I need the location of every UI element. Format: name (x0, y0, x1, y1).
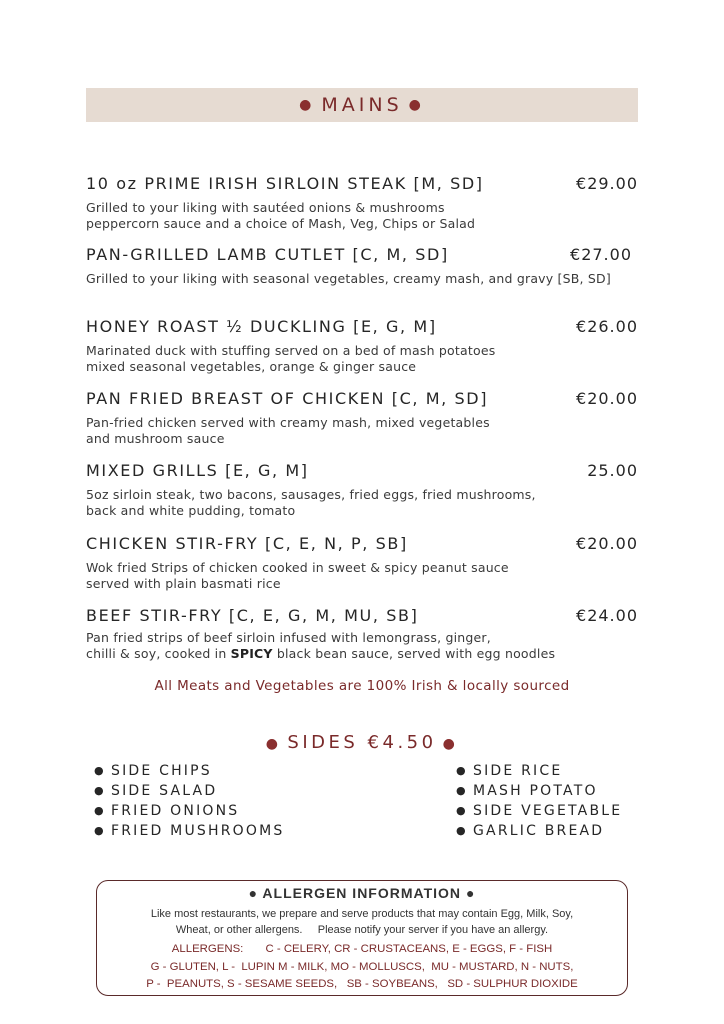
bullet-icon: ● (94, 824, 106, 837)
desc-text: chilli & soy, cooked in (86, 646, 231, 661)
bullet-dot-icon: ● (299, 97, 316, 113)
notice-line: Wheat, or other allergens. Please notify your server if you have an allergy. (175, 924, 549, 936)
item-desc-line: 5oz sirloin steak, two bacons, sausages, fried eggs, fried mushrooms, (86, 487, 536, 502)
bullet-icon: ● (456, 824, 468, 837)
list-item (94, 801, 284, 821)
side-label: FRIED ONIONS (111, 803, 240, 819)
item-desc-line: Marinated duck with stuffing served on a bed of mash potatoes (86, 343, 496, 358)
side-label: SIDE RICE (473, 763, 563, 779)
item-title: MIXED GRILLS [E, G, M] (86, 461, 309, 480)
item-desc-line: peppercorn sauce and a choice of Mash, Veg, Chips or Salad (86, 216, 476, 231)
list-item (456, 801, 622, 821)
item-description (86, 343, 638, 375)
item-title: CHICKEN STIR-FRY [C, E, N, P, SB] (86, 534, 408, 553)
sides-list-right (456, 761, 622, 841)
side-label: SIDE VEGETABLE (473, 803, 623, 819)
item-price: €20.00 (576, 534, 638, 553)
item-price: €26.00 (576, 317, 638, 336)
item-price: 25.00 (587, 461, 638, 480)
sides-title: SIDES €4.50 (287, 732, 437, 753)
item-desc-line: Grilled to your liking with sautéed onions & mushrooms (86, 200, 445, 215)
list-item (94, 781, 284, 801)
item-desc-line: and mushroom sauce (86, 431, 225, 446)
item-desc-line: mixed seasonal vegetables, orange & ginger sauce (86, 359, 417, 374)
list-item (94, 821, 284, 841)
item-title: 10 oz PRIME IRISH SIRLOIN STEAK [M, SD] (86, 174, 484, 193)
item-price: €27.00 (570, 245, 632, 264)
bullet-dot-icon: ● (442, 736, 459, 752)
item-title: PAN FRIED BREAST OF CHICKEN [C, M, SD] (86, 389, 489, 408)
side-label: GARLIC BREAD (473, 823, 605, 839)
list-item (456, 781, 622, 801)
bullet-dot-icon: ● (265, 736, 282, 752)
item-desc-line: Grilled to your liking with seasonal vegetables, creamy mash, and gravy [SB, SD] (86, 271, 611, 286)
mains-title: MAINS (321, 94, 403, 116)
allergen-codes (97, 941, 627, 994)
bullet-dot-icon: ● (408, 97, 425, 113)
bullet-dot-icon: ● (465, 885, 476, 901)
item-description (86, 271, 638, 287)
item-desc-line: back and white pudding, tomato (86, 503, 296, 518)
item-price: €24.00 (576, 606, 638, 625)
item-title: PAN-GRILLED LAMB CUTLET [C, M, SD] (86, 245, 449, 264)
mains-banner (86, 88, 638, 122)
allergen-heading (97, 885, 627, 901)
bullet-icon: ● (456, 764, 468, 777)
item-price: €20.00 (576, 389, 638, 408)
item-desc-line: Pan-fried chicken served with creamy mash, mixed vegetables (86, 415, 490, 430)
desc-text: black bean sauce, served with egg noodles (272, 646, 556, 661)
list-item (94, 761, 284, 781)
side-label: MASH POTATO (473, 783, 598, 799)
allergen-line: G - GLUTEN, L - LUPIN M - MILK, MO - MOLLUSCS, MU - MUSTARD, N - NUTS, (150, 960, 574, 973)
notice-line: Like most restaurants, we prepare and serve products that may contain Egg, Milk, Soy, (150, 908, 574, 920)
item-description (86, 487, 638, 519)
list-item (456, 821, 622, 841)
sides-heading (0, 732, 724, 753)
side-label: FRIED MUSHROOMS (111, 823, 285, 839)
allergen-line: ALLERGENS: C - CELERY, CR - CRUSTACEANS, E - EGGS, F - FISH (171, 943, 553, 955)
item-description (86, 630, 638, 662)
bullet-dot-icon: ● (248, 885, 259, 901)
item-desc-line: served with plain basmati rice (86, 576, 281, 591)
item-title: BEEF STIR-FRY [C, E, G, M, MU, SB] (86, 606, 419, 625)
bullet-icon: ● (94, 764, 106, 777)
item-description (86, 200, 638, 232)
allergen-title: ALLERGEN INFORMATION (262, 885, 462, 901)
bullet-icon: ● (456, 804, 468, 817)
bullet-icon: ● (456, 784, 468, 797)
item-title: HONEY ROAST ½ DUCKLING [E, G, M] (86, 317, 437, 336)
allergen-line: P - PEANUTS, S - SESAME SEEDS, SB - SOYBEANS, SD - SULPHUR DIOXIDE (146, 978, 578, 990)
item-desc-line: Pan fried strips of beef sirloin infused with lemongrass, ginger, (86, 630, 491, 645)
sides-list-left (94, 761, 284, 841)
list-item (456, 761, 622, 781)
allergen-notice (97, 906, 627, 938)
item-price: €29.00 (576, 174, 638, 193)
item-desc-line (86, 646, 638, 662)
allergen-info-box (96, 880, 628, 996)
item-description (86, 560, 638, 592)
bullet-icon: ● (94, 804, 106, 817)
side-label: SIDE SALAD (111, 783, 218, 799)
item-desc-line: Wok fried Strips of chicken cooked in sweet & spicy peanut sauce (86, 560, 509, 575)
sourced-note: All Meats and Vegetables are 100% Irish & locally sourced (154, 678, 570, 694)
bullet-icon: ● (94, 784, 106, 797)
item-description (86, 415, 638, 447)
spicy-label: SPICY (230, 646, 273, 661)
side-label: SIDE CHIPS (111, 763, 212, 779)
